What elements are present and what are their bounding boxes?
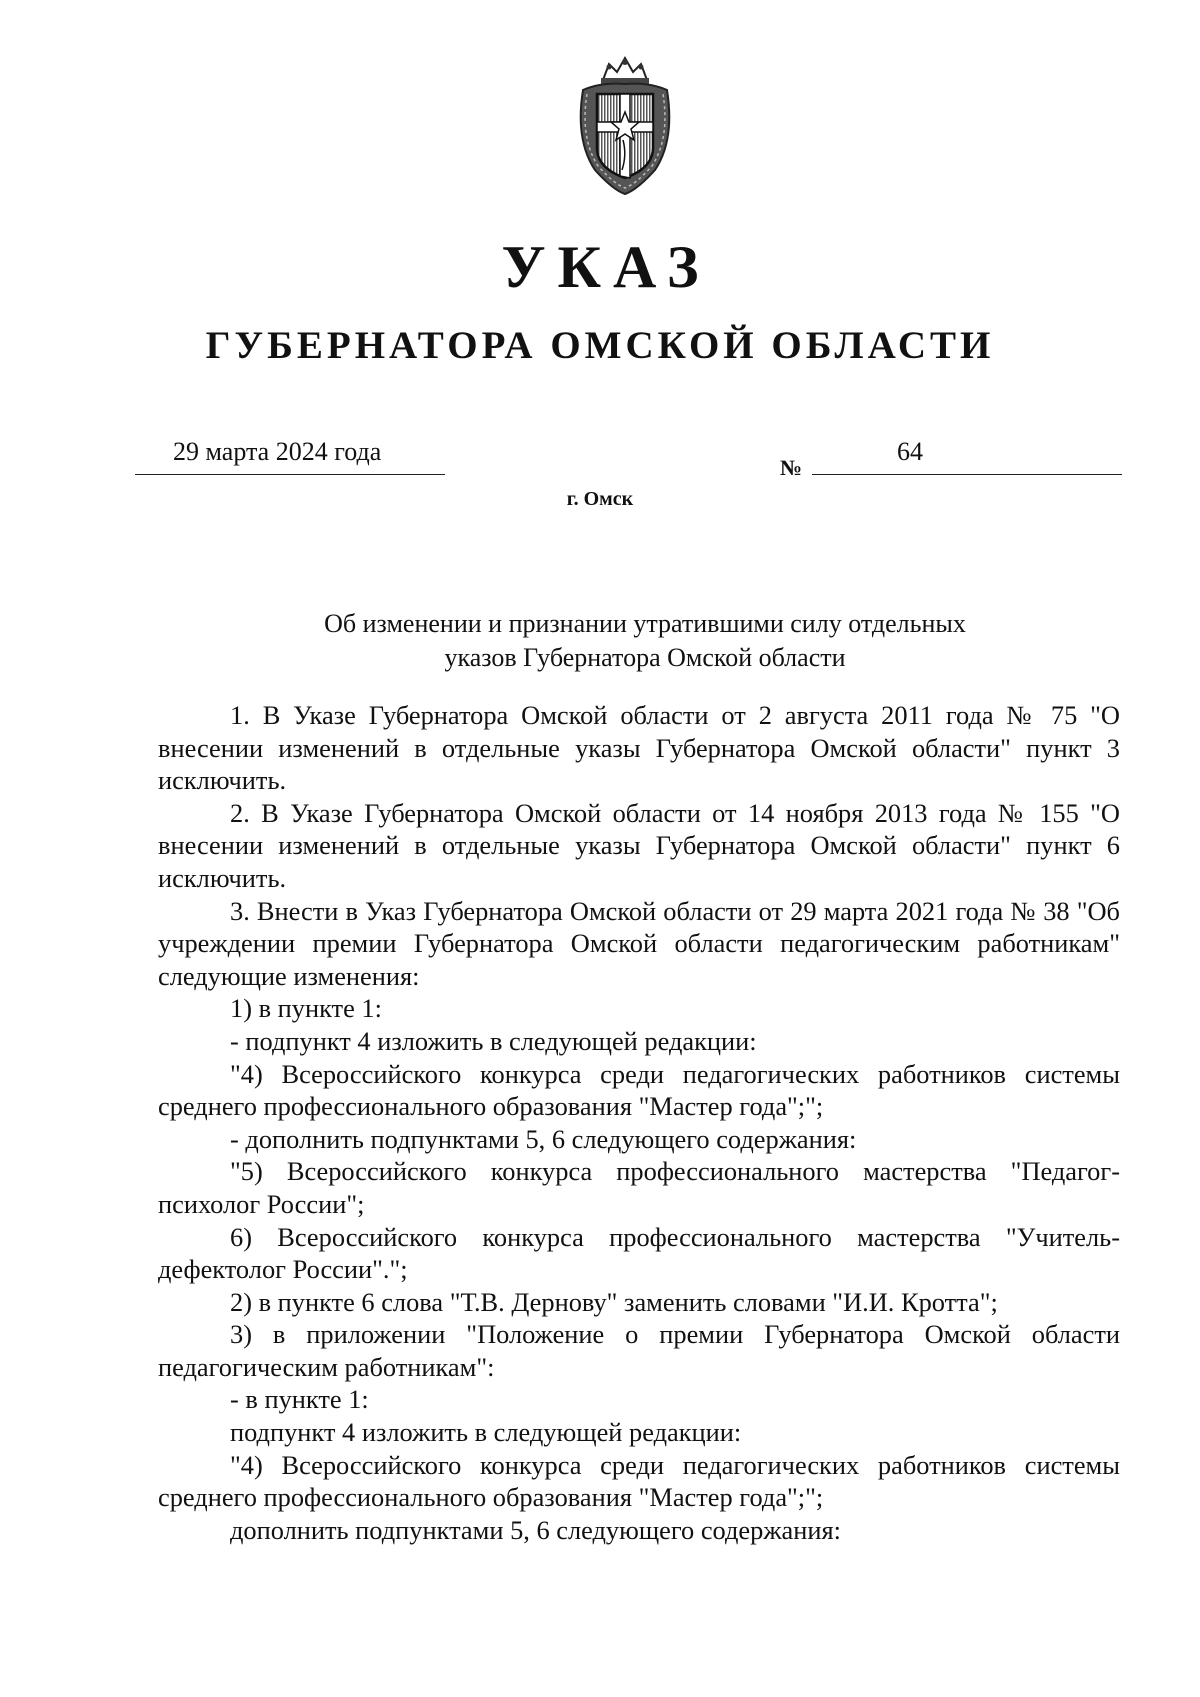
paragraph: дополнить подпунктами 5, 6 следующего содержания: (230, 1514, 841, 1545)
paragraph: - дополнить подпунктами 5, 6 следующего содержания: (230, 1123, 857, 1154)
document-date: 29 марта 2024 года (173, 437, 382, 466)
document-body (158, 699, 1120, 1546)
paragraph: 2) в пункте 6 слова "Т.В. Дернову" заменить словами "И.И. Кротта"; (230, 1286, 998, 1317)
paragraph: 3) в приложении "Положение о премии Губернатора Омской области педагогическим работникам": (158, 1319, 1120, 1382)
coat-of-arms-icon (565, 50, 685, 196)
issuer-title: ГУБЕРНАТОРА ОМСКОЙ ОБЛАСТИ (205, 324, 995, 367)
paragraph: - в пункте 1: (230, 1384, 369, 1415)
paragraph: 1. В Указе Губернатора Омской области от 2 августа 2011 года № 75 "О внесении изменений в отдельные указы Губернатора Омской области" пункт 3 исключить. (158, 700, 1120, 796)
paragraph: 6) Всероссийского конкурса профессионального мастерства "Учитель-дефектолог России"."; (158, 1221, 1120, 1285)
date-field (135, 432, 445, 475)
omsk-coat-of-arms (565, 50, 685, 196)
number-sign: № (780, 455, 803, 480)
paragraph: - подпункт 4 изложить в следующей редакции: (230, 1025, 757, 1056)
subject-line: указов Губернатора Омской области (444, 643, 846, 672)
paragraph: подпункт 4 изложить в следующей редакции: (230, 1417, 742, 1448)
subject-line: Об изменении и признании утратившими силу отдельных (324, 609, 966, 638)
paragraph: 2. В Указе Губернатора Омской области от 14 ноября 2013 года № 155 "О внесении изменений в отдельные указы Губернатора Омской области" пункт 6 исключить. (158, 797, 1120, 893)
paragraph: 1) в пункте 1: (230, 993, 382, 1024)
city: г. Омск (566, 488, 634, 510)
paragraph: "5) Всероссийского конкурса профессионального мастерства "Педагог-психолог России"; (158, 1156, 1120, 1219)
document-number: 64 (897, 437, 923, 466)
document-subject (0, 607, 1200, 675)
paragraph: "4) Всероссийского конкурса среди педагогических работников системы среднего профессионального образования "Мастер года";"; (158, 1449, 1120, 1513)
paragraph: 3. Внести в Указ Губернатора Омской области от 29 марта 2021 года № 38 "Об учреждении премии Губернатора Омской области педагогическим работникам" следующие изменения: (158, 895, 1120, 991)
number-field (812, 432, 1122, 475)
document-type-title: УКАЗ (501, 234, 711, 300)
paragraph: "4) Всероссийского конкурса среди педагогических работников системы среднего профессионального образования "Мастер года";"; (158, 1058, 1120, 1122)
